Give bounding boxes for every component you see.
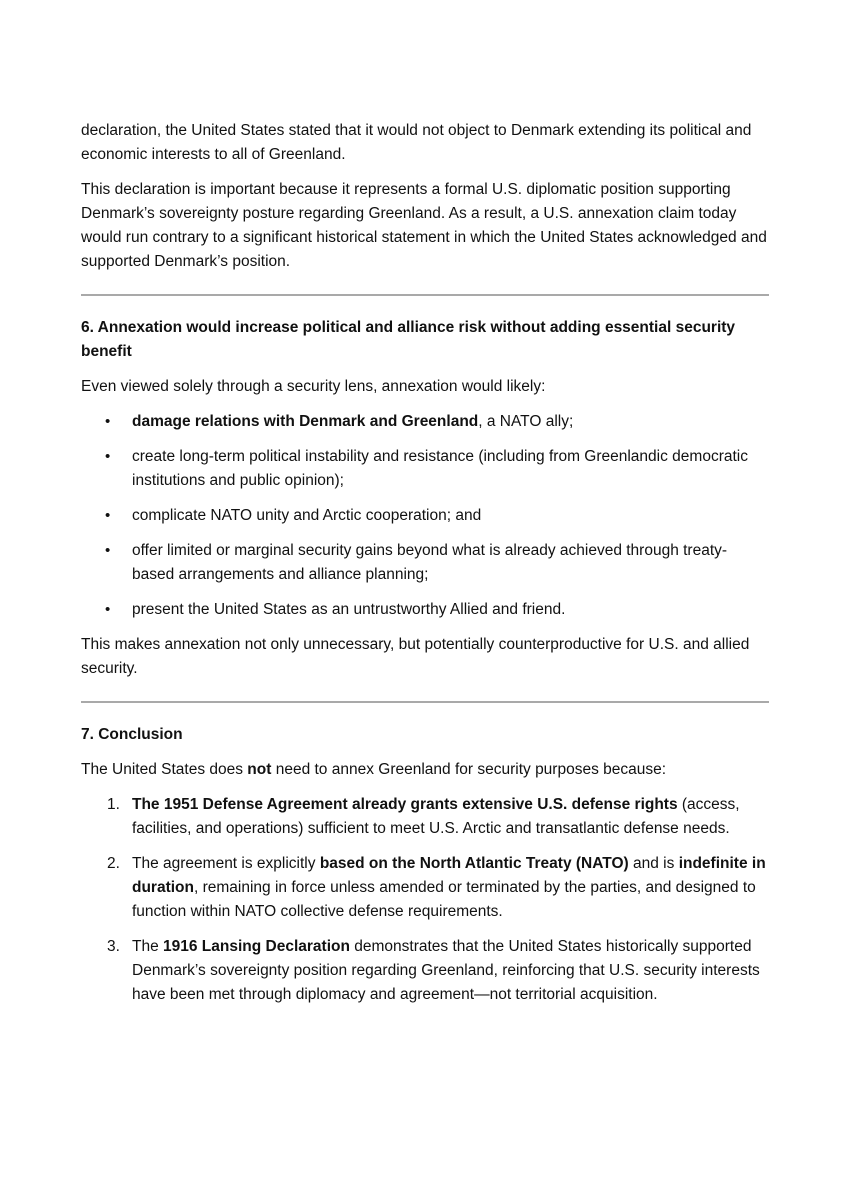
item-text: The agreement is explicitly bbox=[132, 855, 320, 872]
section-7-numbered-list bbox=[81, 793, 769, 1007]
lead-text: The United States does bbox=[81, 761, 248, 778]
section-7-heading: 7. Conclusion bbox=[81, 726, 183, 743]
bullet-item bbox=[81, 539, 769, 587]
section-7-lead bbox=[81, 758, 769, 782]
section-6-lead: Even viewed solely through a security lens, annexation would likely: bbox=[81, 378, 546, 395]
bullet-item bbox=[81, 598, 769, 622]
lead-text: need to annex Greenland for security purposes because: bbox=[271, 761, 667, 778]
item-bold-text: based on the North Atlantic Treaty (NATO) bbox=[319, 855, 629, 872]
section-6-heading: 6. Annexation would increase political and alliance risk without adding essential security benefit bbox=[81, 319, 736, 360]
numbered-item bbox=[81, 935, 769, 1007]
lead-bold-text: not bbox=[247, 761, 272, 778]
document-body bbox=[81, 119, 769, 1018]
item-text: demonstrates that the United States historically supported Denmark’s sovereignty position regarding Greenland, reinforcing that U.S. security interests have been met through diplomacy and agreement—not territorial acquisition. bbox=[132, 938, 760, 1003]
item-bold-text: 1916 Lansing Declaration bbox=[163, 938, 350, 955]
bullet-text: complicate NATO unity and Arctic cooperation; and bbox=[132, 507, 482, 524]
section-divider bbox=[81, 294, 769, 296]
item-text: (access, facilities, and operations) sufficient to meet U.S. Arctic and transatlantic defense needs. bbox=[132, 796, 740, 837]
section-divider bbox=[81, 701, 769, 703]
item-number: 2. bbox=[107, 855, 120, 872]
bullet-text: , a NATO ally; bbox=[478, 413, 574, 430]
intro-paragraph-2: This declaration is important because it represents a formal U.S. diplomatic position supporting Denmark’s sovereignty posture regarding Greenland. As a result, a U.S. annexation claim today would run contrary to a significant historical statement in which the United States acknowledged and supported Denmark’s position. bbox=[81, 181, 767, 270]
bullet-item bbox=[81, 504, 769, 528]
bullet-bold-text: damage relations with Denmark and Greenland bbox=[132, 413, 479, 430]
section-6-closing: This makes annexation not only unnecessary, but potentially counterproductive for U.S. and allied security. bbox=[81, 636, 750, 677]
bullet-item bbox=[81, 445, 769, 493]
bullet-text: present the United States as an untrustworthy Allied and friend. bbox=[132, 601, 566, 618]
intro-paragraph-1: declaration, the United States stated that it would not object to Denmark extending its political and economic interests to all of Greenland. bbox=[81, 122, 752, 163]
item-number: 3. bbox=[107, 938, 120, 955]
item-text: , remaining in force unless amended or terminated by the parties, and designed to function within NATO collective defense requirements. bbox=[132, 879, 756, 920]
bullet-text: offer limited or marginal security gains beyond what is already achieved through treaty-based arrangements and alliance planning; bbox=[132, 542, 728, 583]
section-6-bullet-list bbox=[81, 410, 769, 622]
bullet-text: create long-term political instability and resistance (including from Greenlandic democratic institutions and public opinion); bbox=[132, 448, 748, 489]
numbered-item bbox=[81, 852, 769, 924]
numbered-item bbox=[81, 793, 769, 841]
item-bold-text: The 1951 Defense Agreement already grants extensive U.S. defense rights bbox=[132, 796, 678, 813]
item-text: and is bbox=[628, 855, 679, 872]
item-bold-text: indefinite in duration bbox=[132, 855, 766, 896]
item-number: 1. bbox=[107, 796, 120, 813]
bullet-item bbox=[81, 410, 769, 434]
item-text: The bbox=[132, 938, 164, 955]
